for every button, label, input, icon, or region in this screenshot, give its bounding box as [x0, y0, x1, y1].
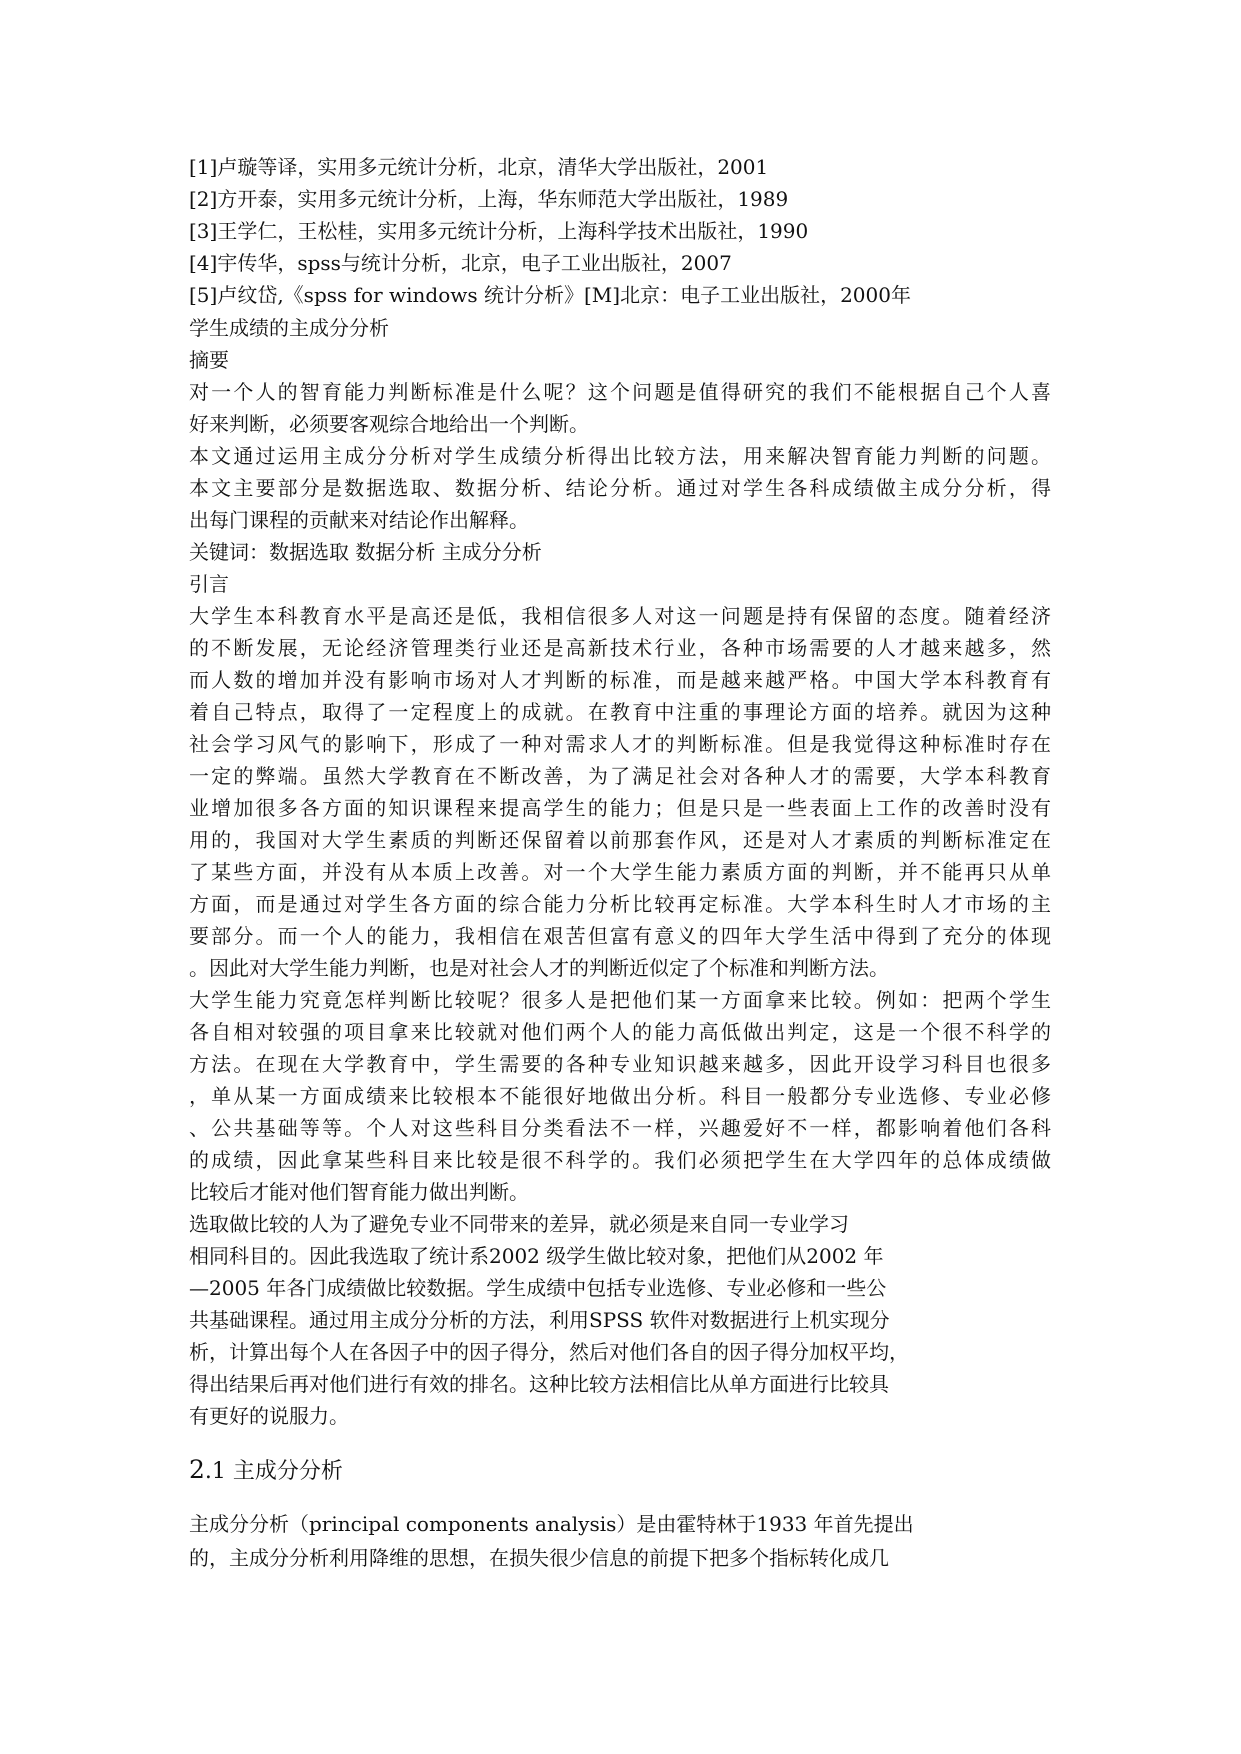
paragraph-line: 共基础课程。通过用主成分分析的方法，利用SPSS 软件对数据进行上机实现分	[189, 1308, 890, 1332]
paragraph-line: 的，主成分分析利用降维的思想，在损失很少信息的前提下把多个指标转化成几	[189, 1546, 889, 1570]
paragraph-line: 社会学习风气的影响下，形成了一种对需求人才的判断标准。但是我觉得这种标准时存在	[189, 732, 1051, 756]
paragraph-line: 有更好的说服力。	[189, 1404, 349, 1428]
paragraph-line: 方法。在现在大学教育中，学生需要的各种专业知识越来越多，因此开设学习科目也很多	[189, 1052, 1051, 1076]
intro-heading: 引言	[189, 572, 229, 596]
paragraph-line: 析，计算出每个人在各因子中的因子得分，然后对他们各自的因子得分加权平均，	[189, 1340, 909, 1364]
reference-item: [5]卢纹岱,《spss for windows 统计分析》[M]北京：电子工业出版社，2000年	[189, 283, 911, 307]
paragraph-line: 用的，我国对大学生素质的判断还保留着以前那套作风，还是对人才素质的判断标准定在	[189, 828, 1051, 852]
paragraph-line: 、公共基础等等。个人对这些科目分类看法不一样，兴趣爱好不一样，都影响着他们各科	[189, 1116, 1051, 1140]
reference-item: [1]卢璇等译，实用多元统计分析，北京，清华大学出版社，2001	[189, 155, 769, 179]
paragraph-line: 主成分分析（principal components analysis）是由霍特林于1933 年首先提出	[189, 1512, 914, 1536]
keywords: 关键词：数据选取 数据分析 主成分分析	[189, 540, 542, 564]
paragraph-line: 。因此对大学生能力判断，也是对社会人才的判断近似定了个标准和判断方法。	[189, 956, 889, 980]
paragraph-line: 选取做比较的人为了避免专业不同带来的差异，就必须是来自同一专业学习	[189, 1212, 849, 1236]
paragraph-line: 大学生能力究竟怎样判断比较呢？很多人是把他们某一方面拿来比较。例如：把两个学生	[189, 988, 1051, 1012]
paragraph-line: 业增加很多各方面的知识课程来提高学生的能力；但是只是一些表面上工作的改善时没有	[189, 796, 1051, 820]
paragraph-line: 着自己特点，取得了一定程度上的成就。在教育中注重的事理论方面的培养。就因为这种	[189, 700, 1051, 724]
paragraph-line: 相同科目的。因此我选取了统计系2002 级学生做比较对象，把他们从2002 年	[189, 1244, 884, 1268]
paragraph-line: 方面，而是通过对学生各方面的综合能力分析比较再定标准。大学本科生时人才市场的主	[189, 892, 1051, 916]
paragraph-line: 要部分。而一个人的能力，我相信在艰苦但富有意义的四年大学生活中得到了充分的体现	[189, 924, 1051, 948]
paragraph-line: 而人数的增加并没有影响市场对人才判断的标准，而是越来越严格。中国大学本科教育有	[189, 668, 1051, 692]
paragraph-line: 了某些方面，并没有从本质上改善。对一个大学生能力素质方面的判断，并不能再只从单	[189, 860, 1051, 884]
abstract-line: 本文主要部分是数据选取、数据分析、结论分析。通过对学生各科成绩做主成分分析，得	[189, 476, 1051, 500]
section-title: .1 主成分分析	[204, 1459, 343, 1484]
paragraph-line: ，单从某一方面成绩来比较根本不能很好地做出分析。科目一般都分专业选修、专业必修	[189, 1084, 1051, 1108]
paragraph-line: —2005 年各门成绩做比较数据。学生成绩中包括专业选修、专业必修和一些公	[189, 1276, 887, 1300]
section-number: 2	[189, 1455, 205, 1484]
paragraph-line: 的成绩，因此拿某些科目来比较是很不科学的。我们必须把学生在大学四年的总体成绩做	[189, 1148, 1051, 1172]
paragraph-line: 的不断发展，无论经济管理类行业还是高新技术行业，各种市场需要的人才越来越多，然	[189, 636, 1051, 660]
paragraph-line: 各自相对较强的项目拿来比较就对他们两个人的能力高低做出判定，这是一个很不科学的	[189, 1020, 1051, 1044]
paragraph-line: 大学生本科教育水平是高还是低，我相信很多人对这一问题是持有保留的态度。随着经济	[189, 604, 1051, 628]
abstract-line: 好来判断，必须要客观综合地给出一个判断。	[189, 412, 589, 436]
reference-item: [4]宇传华，spss与统计分析，北京，电子工业出版社，2007	[189, 251, 732, 275]
paragraph-line: 得出结果后再对他们进行有效的排名。这种比较方法相信比从单方面进行比较具	[189, 1372, 889, 1396]
paragraph-line: 一定的弊端。虽然大学教育在不断改善，为了满足社会对各种人才的需要，大学本科教育	[189, 764, 1051, 788]
abstract-line: 本文通过运用主成分分析对学生成绩分析得出比较方法，用来解决智育能力判断的问题。	[189, 444, 1051, 468]
paper-title: 学生成绩的主成分分析	[189, 316, 389, 340]
abstract-heading: 摘要	[189, 348, 229, 372]
reference-item: [3]王学仁，王松桂，实用多元统计分析，上海科学技术出版社，1990	[189, 219, 809, 243]
abstract-line: 出每门课程的贡献来对结论作出解释。	[189, 508, 529, 532]
reference-item: [2]方开泰，实用多元统计分析，上海，华东师范大学出版社，1989	[189, 187, 789, 211]
section-heading	[189, 1455, 343, 1484]
paragraph-line: 比较后才能对他们智育能力做出判断。	[189, 1180, 529, 1204]
abstract-line: 对一个人的智育能力判断标准是什么呢？这个问题是值得研究的我们不能根据自己个人喜	[189, 380, 1051, 404]
